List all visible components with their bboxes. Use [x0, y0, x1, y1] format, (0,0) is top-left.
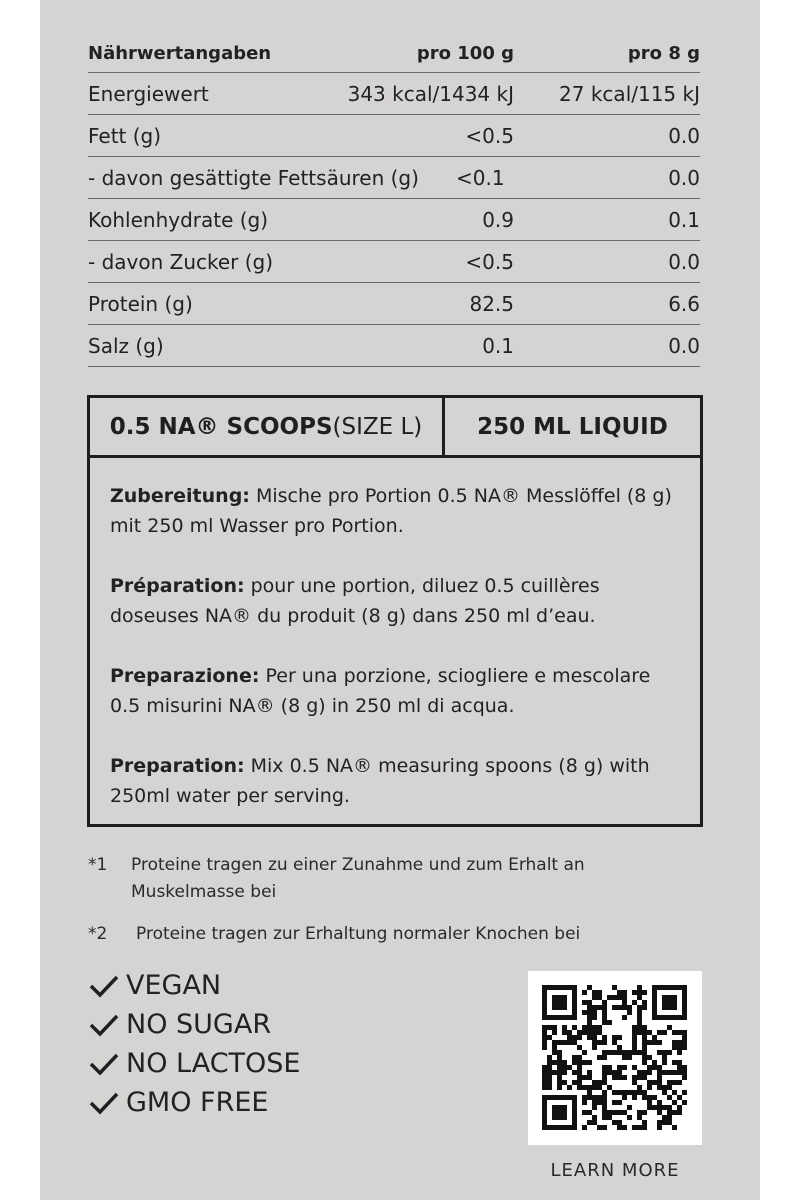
row-label: - davon Zucker (g) — [88, 249, 274, 274]
qr-code-icon — [528, 971, 702, 1145]
header-label: Nährwertangaben — [88, 42, 272, 64]
instruction-title: Preparazione: — [110, 665, 260, 687]
checkmark-icon — [88, 1090, 120, 1116]
instruction-de — [110, 481, 680, 541]
feature-item — [88, 1083, 301, 1122]
header-per100: pro 100 g — [416, 42, 514, 64]
feature-label: NO LACTOSE — [126, 1048, 301, 1079]
row-per100: 0.1 — [482, 333, 514, 358]
footnote-2 — [88, 921, 668, 948]
instruction-fr — [110, 571, 680, 631]
preparation-instructions — [90, 458, 700, 811]
instruction-title: Zubereitung: — [110, 485, 250, 507]
table-row — [88, 325, 700, 367]
row-per100: 0.9 — [482, 207, 514, 232]
row-per-serving: 0.0 — [668, 165, 700, 190]
table-row — [88, 283, 700, 325]
qr-code[interactable] — [528, 971, 702, 1145]
instruction-en — [110, 751, 680, 811]
row-per-serving: 27 kcal/115 kJ — [559, 81, 700, 106]
instruction-title: Preparation: — [110, 755, 245, 777]
scoops-size: (SIZE L) — [332, 413, 423, 440]
feature-item — [88, 966, 301, 1005]
instruction-text: pour une portion, diluez 0.5 cuillères doseuses NA® du produit (8 g) dans 250 ml d’eau. — [110, 575, 600, 627]
table-row — [88, 157, 700, 199]
scoops-cell — [90, 398, 445, 455]
row-per-serving: 0.1 — [668, 207, 700, 232]
scoops-label: 0.5 NA® SCOOPS — [109, 413, 333, 440]
preparation-box — [87, 395, 703, 827]
row-label: Energiewert — [88, 81, 209, 106]
header-per-serving: pro 8 g — [627, 42, 700, 64]
row-label: Kohlenhydrate (g) — [88, 207, 269, 232]
row-per-serving: 0.0 — [668, 123, 700, 148]
instruction-text: Mische pro Portion 0.5 NA® Messlöffel (8 g) mit 250 ml Wasser pro Portion. — [110, 485, 672, 537]
learn-more-caption[interactable]: LEARN MORE — [550, 1160, 680, 1181]
nutrition-header-row — [88, 34, 700, 73]
checkmark-icon — [88, 1051, 120, 1077]
row-per-serving: 0.0 — [668, 249, 700, 274]
preparation-header — [90, 398, 700, 458]
liquid-label: 250 ML LIQUID — [477, 413, 668, 440]
instruction-title: Préparation: — [110, 575, 245, 597]
row-per100: <0.5 — [465, 249, 514, 274]
row-per100: 343 kcal/1434 kJ — [347, 81, 514, 106]
instruction-text: Per una porzione, sciogliere e mescolare 0.5 misurini NA® (8 g) in 250 ml di acqua. — [110, 665, 651, 717]
feature-item — [88, 1044, 301, 1083]
feature-list — [88, 966, 301, 1122]
feature-label: NO SUGAR — [126, 1009, 272, 1040]
row-label: Salz (g) — [88, 333, 164, 358]
table-row — [88, 115, 700, 157]
feature-item — [88, 1005, 301, 1044]
feature-label: GMO FREE — [126, 1087, 269, 1118]
row-per100: 82.5 — [469, 291, 514, 316]
nutrition-table — [88, 34, 700, 367]
instruction-it — [110, 661, 680, 721]
table-row — [88, 73, 700, 115]
row-label: - davon gesättigte Fettsäuren (g) — [88, 165, 419, 190]
footnote-1 — [88, 852, 648, 906]
row-per100: <0.1 — [456, 165, 505, 190]
row-label: Protein (g) — [88, 291, 193, 316]
footnote-marker: *1 — [88, 855, 108, 875]
footnote-marker: *2 — [88, 924, 108, 944]
feature-label: VEGAN — [126, 970, 222, 1001]
checkmark-icon — [88, 1012, 120, 1038]
row-per100: <0.5 — [465, 123, 514, 148]
table-row — [88, 241, 700, 283]
table-row — [88, 199, 700, 241]
row-per-serving: 6.6 — [668, 291, 700, 316]
row-per-serving: 0.0 — [668, 333, 700, 358]
row-label: Fett (g) — [88, 123, 162, 148]
footnote-text: Proteine tragen zu einer Zunahme und zum Erhalt an Muskelmasse bei — [131, 855, 585, 902]
instruction-text: Mix 0.5 NA® measuring spoons (8 g) with 250ml water per serving. — [110, 755, 650, 807]
checkmark-icon — [88, 973, 120, 999]
footnote-text: Proteine tragen zur Erhaltung normaler Knochen bei — [136, 924, 581, 944]
